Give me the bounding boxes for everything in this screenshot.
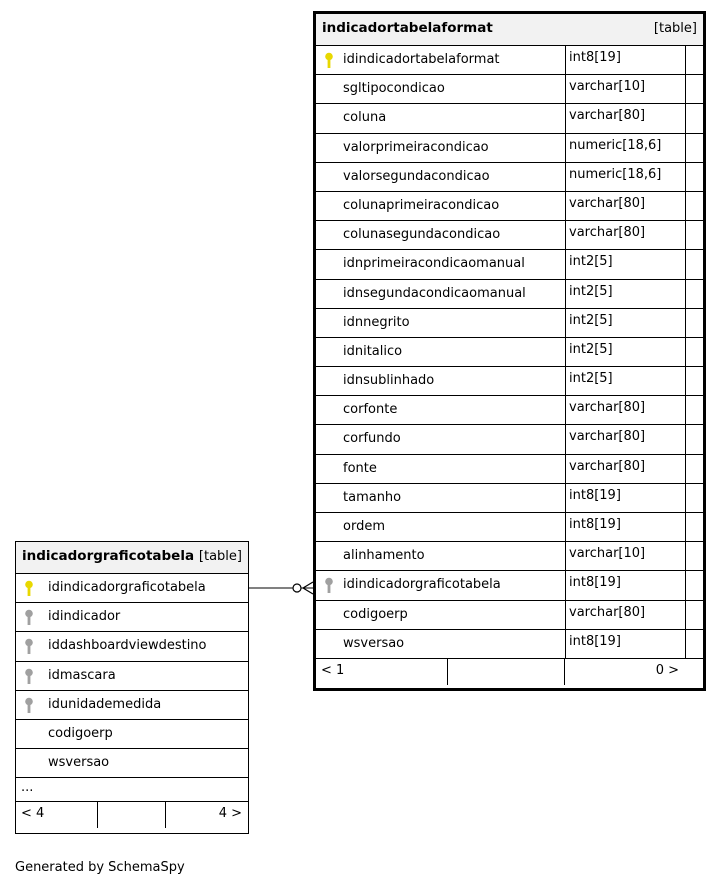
column-name: codigoerp [343,606,408,622]
column-name: idnitalico [343,343,403,359]
column-type: int2[5] [565,250,685,278]
crows-foot-upper [303,582,313,588]
table-name: indicadortabelaformat [322,20,493,36]
column-name: coluna [343,110,387,126]
footer-right-count: 0 > [655,662,679,678]
column-type: int8[19] [565,46,685,74]
generated-by-label: Generated by SchemaSpy [15,860,185,875]
column-type: int2[5] [565,309,685,337]
column-name: wsversao [343,635,405,651]
table-tag: [table] [198,549,242,564]
column-type: varchar[80] [565,104,685,132]
footer-left-count: < 4 [16,802,98,828]
column-name: codigoerp [48,725,113,741]
column-name: corfonte [343,402,398,418]
column-type: varchar[80] [565,396,685,424]
column-name: valorsegundacondicao [343,168,490,184]
column-name: fonte [343,460,377,476]
column-name: ordem [343,519,385,534]
column-type: varchar[80] [565,601,685,629]
column-name: wsversao [48,755,110,771]
column-name: colunaprimeiracondicao [343,197,500,213]
column-name: idnsegundacondicaomanual [343,285,526,301]
column-type: int8[19] [565,484,685,512]
column-type: varchar[10] [565,75,685,103]
column-type: varchar[80] [565,192,685,220]
footer-right-count: 4 > [218,806,242,822]
column-name: colunasegundacondicao [343,227,501,243]
column-type: numeric[18,6] [565,163,685,191]
column-type: int2[5] [565,367,685,395]
column-type: numeric[18,6] [565,134,685,162]
column-type: int2[5] [565,280,685,308]
column-type: varchar[80] [565,425,685,453]
column-name: idmascara [48,667,116,683]
table-name: indicadorgraficotabela [22,548,195,564]
ellipsis-text: ... [21,780,34,796]
column-type: varchar[80] [565,221,685,249]
column-type: int8[19] [565,630,685,658]
column-name: idindicadortabelaformat [343,52,500,67]
column-name: idindicador [48,609,121,625]
column-name: idindicadorgraficotabela [343,577,501,593]
column-name: idindicadorgraficotabela [48,580,206,595]
column-name: idnprimeiracondicaomanual [343,256,525,272]
column-type: varchar[80] [565,455,685,483]
column-name: idnsublinhado [343,373,435,389]
column-name: tamanho [343,489,402,505]
column-name: sgltipocondicao [343,81,445,97]
column-name: idnnegrito [343,314,410,330]
column-name: valorprimeiracondicao [343,139,489,155]
footer-left-count: < 1 [316,659,448,685]
crows-foot-lower [303,588,313,594]
column-type: int8[19] [565,571,685,599]
column-type: int8[19] [565,513,685,541]
column-type: int2[5] [565,338,685,366]
table-tag: [table] [653,21,697,36]
column-name: iddashboardviewdestino [48,638,207,654]
column-name: alinhamento [343,548,425,564]
column-type: varchar[10] [565,542,685,570]
column-name: corfundo [343,431,401,447]
column-name: idunidademedida [48,696,162,712]
zero-cardinality-mark [293,584,301,592]
